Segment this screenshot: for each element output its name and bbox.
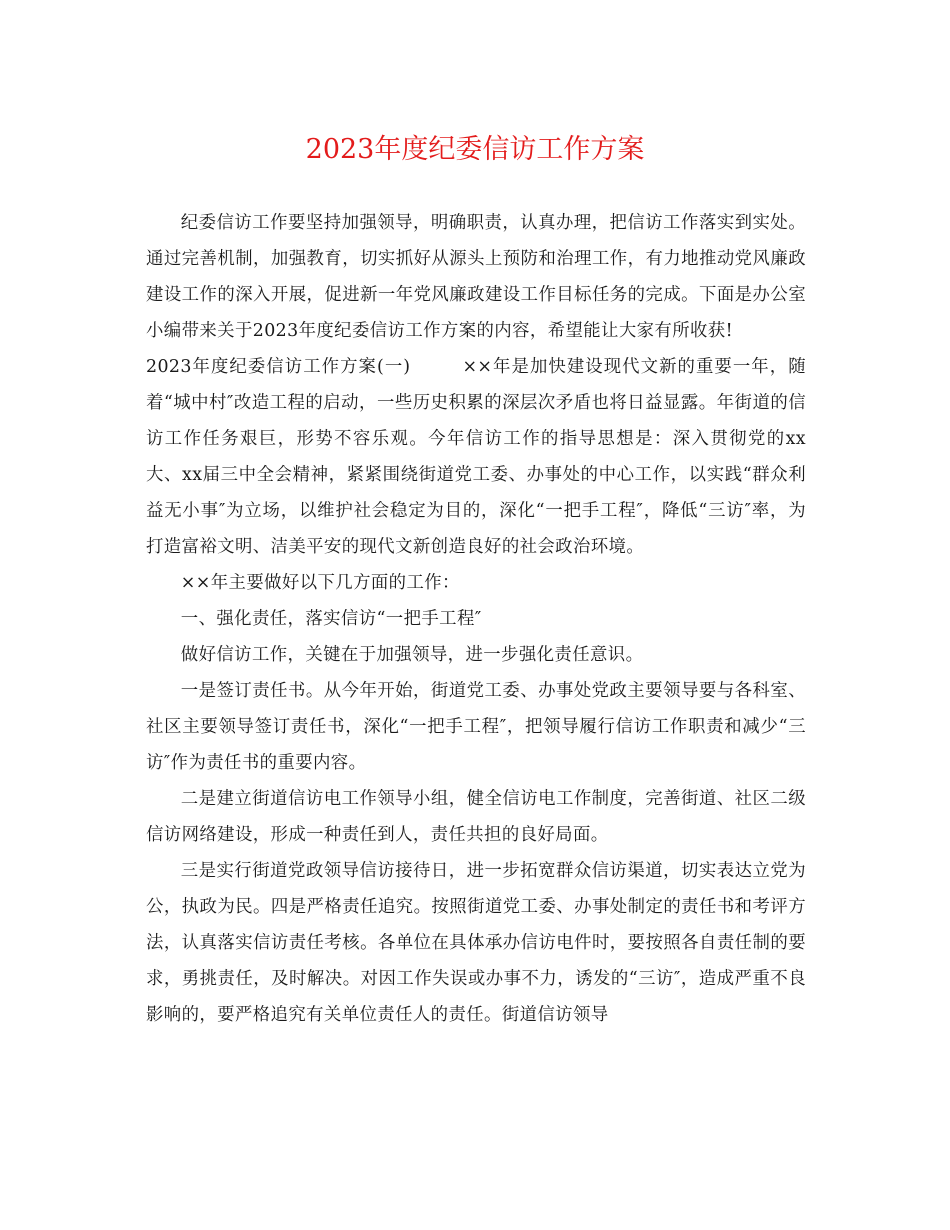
paragraph-leadership: 做好信访工作，关键在于加强领导，进一步强化责任意识。 [180, 645, 644, 665]
document-title: 2023年度纪委信访工作方案 [305, 134, 645, 165]
document-body [146, 205, 806, 1033]
paragraph-reception-day: 三是实行街道党政领导信访接待日，进一步拓宽群众信访渠道，切实表达立党为公，执政为民。四是严格责任追究。按照街道党工委、办事处制定的责任书和考评方法，认真落实信访责任考核。各单位在具体承办信访电件时，要按照各自责任制的要求，勇挑责任，及时解决。对因工作失误或办事不力，诱发的“三访″，造成严重不良影响的，要严格追究有关单位责任人的责任。街道信访领导 [146, 861, 806, 1025]
section-heading: 2023年度纪委信访工作方案(一) [146, 357, 411, 377]
paragraph-work-overview: ××年主要做好以下几方面的工作： [180, 573, 460, 593]
intro-paragraph: 纪委信访工作要坚持加强领导，明确职责，认真办理，把信访工作落实到实处。通过完善机制，加强教育，切实抓好从源头上预防和治理工作，有力地推动党风廉政建设工作的深入开展，促进新一年党风廉政建设工作目标任务的完成。下面是办公室小编带来关于2023年度纪委信访工作方案的内容，希望能让大家有所收获! [146, 213, 806, 341]
section-paragraph [146, 349, 806, 565]
paragraph-leading-group: 二是建立街道信访电工作领导小组，健全信访电工作制度，完善街道、社区二级信访网络建设，形成一种责任到人，责任共担的良好局面。 [146, 789, 806, 845]
section-lead-text: ××年是加快建设现代文新的重要一年，随着“城中村″改造工程的启动，一些历史积累的深层次矛盾也将日益显露。年街道的信访工作任务艰巨，形势不容乐观。今年信访工作的指导思想是：深入贯彻党的xx大、xx届三中全会精神，紧紧围绕街道党工委、办事处的中心工作，以实践“群众利益无小事″为立场，以维护社会稳定为目的，深化“一把手工程″，降低“三访″率，为打造富裕文明、洁美平安的现代文新创造良好的社会政治环境。 [146, 357, 806, 557]
paragraph-heading-responsibility: 一、强化责任，落实信访“一把手工程″ [180, 609, 482, 629]
paragraph-responsibility-letter: 一是签订责任书。从今年开始，街道党工委、办事处党政主要领导要与各科室、社区主要领导签订责任书，深化“一把手工程″，把领导履行信访工作职责和减少“三访″作为责任书的重要内容。 [146, 681, 806, 773]
